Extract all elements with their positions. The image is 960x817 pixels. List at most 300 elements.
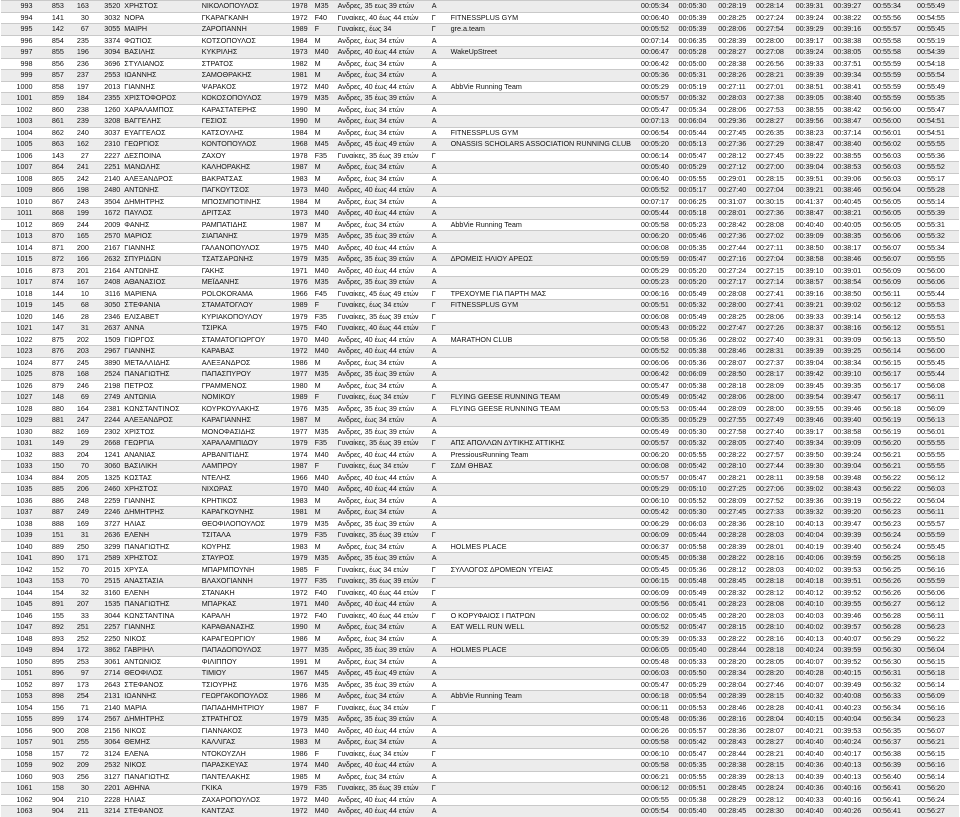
category-name-cell: Γυναίκες, 40 έως 44 ετών <box>336 610 430 622</box>
gender-rank-cell: 904 <box>34 794 65 806</box>
table-row <box>1 369 959 381</box>
category-name-cell: Ανδρες, 35 έως 39 ετών <box>336 518 430 530</box>
club-name-cell <box>449 173 639 185</box>
birth-year-cell: 1971 <box>290 599 313 611</box>
age-group-cell: M <box>313 633 336 645</box>
split-1-net-cell: 00:05:40 <box>677 806 717 817</box>
category-name-cell: Ανδρες, 40 έως 44 ετών <box>336 760 430 772</box>
club-name-cell <box>449 714 639 726</box>
split-2-net-cell: 00:28:13 <box>754 771 794 783</box>
age-group-cell: M <box>313 173 336 185</box>
category-name-cell: Ανδρες, 35 έως 39 ετών <box>336 369 430 381</box>
last-name-cell: ΠΑΡΑΣΚΕΥΑΣ <box>200 760 290 772</box>
club-name-cell <box>449 150 639 162</box>
gender-code-cell: Α <box>430 737 449 749</box>
bib-number-cell: 3044 <box>91 610 122 622</box>
table-row <box>1 530 959 542</box>
gender-code-cell: Γ <box>430 587 449 599</box>
age-group-cell: M40 <box>313 449 336 461</box>
split-3-cell: 00:39:24 <box>794 47 832 59</box>
overall-rank-cell: 1005 <box>1 139 34 151</box>
birth-year-cell: 1987 <box>290 219 313 231</box>
category-rank-cell: 242 <box>66 173 91 185</box>
gun-time-cell: 00:56:34 <box>871 714 915 726</box>
bib-number-cell: 3127 <box>91 771 122 783</box>
gun-time-cell: 00:56:03 <box>871 173 915 185</box>
bib-number-cell: 1325 <box>91 472 122 484</box>
category-name-cell: Ανδρες, 40 έως 44 ετών <box>336 806 430 817</box>
birth-year-cell: 1979 <box>290 714 313 726</box>
overall-rank-cell: 1018 <box>1 288 34 300</box>
first-name-cell: ΦΩΤΙΟΣ <box>122 35 199 47</box>
age-group-cell: M45 <box>313 668 336 680</box>
category-name-cell: Ανδρες, 35 έως 39 ετών <box>336 714 430 726</box>
split-2-net-cell: 00:27:57 <box>754 449 794 461</box>
club-name-cell <box>449 668 639 680</box>
split-1-cell: 00:05:49 <box>639 426 677 438</box>
gender-code-cell: Γ <box>430 530 449 542</box>
age-group-cell: M <box>313 622 336 634</box>
table-row <box>1 70 959 82</box>
birth-year-cell: 1986 <box>290 357 313 369</box>
split-2-net-cell: 00:27:01 <box>754 81 794 93</box>
split-2-net-cell: 00:28:00 <box>754 403 794 415</box>
age-group-cell: M35 <box>313 254 336 266</box>
last-name-cell: ΜΕΪΔΑΝΗΣ <box>200 277 290 289</box>
overall-rank-cell: 1012 <box>1 219 34 231</box>
overall-rank-cell: 1007 <box>1 162 34 174</box>
gun-time-cell: 00:56:40 <box>871 771 915 783</box>
last-name-cell: ΚΟΚΟΣΟΠΟΥΛΟΣ <box>200 93 290 105</box>
club-name-cell <box>449 484 639 496</box>
table-row <box>1 196 959 208</box>
category-rank-cell: 254 <box>66 691 91 703</box>
split-3-cell: 00:40:10 <box>794 599 832 611</box>
split-2-net-cell: 00:27:40 <box>754 426 794 438</box>
category-rank-cell: 239 <box>66 116 91 128</box>
overall-rank-cell: 1030 <box>1 426 34 438</box>
split-2-cell: 00:28:22 <box>716 553 754 565</box>
first-name-cell: ΜΑΡΙΑ <box>122 702 199 714</box>
gender-code-cell: Α <box>430 357 449 369</box>
split-3-net-cell: 00:40:17 <box>831 748 871 760</box>
split-2-net-cell: 00:28:00 <box>754 392 794 404</box>
category-rank-cell: 203 <box>66 346 91 358</box>
last-name-cell: ΝΤΟΚΟΥΖΛΗ <box>200 748 290 760</box>
split-3-net-cell: 00:39:20 <box>831 507 871 519</box>
split-3-net-cell: 00:39:55 <box>831 599 871 611</box>
bib-number-cell: 3862 <box>91 645 122 657</box>
gun-time-cell: 00:56:24 <box>871 541 915 553</box>
bib-number-cell: 2302 <box>91 426 122 438</box>
split-1-net-cell: 00:05:38 <box>677 380 717 392</box>
net-time-cell: 00:55:47 <box>915 104 959 116</box>
net-time-cell: 00:55:44 <box>915 288 959 300</box>
first-name-cell: ΝΙΚΟΣ <box>122 725 199 737</box>
split-3-cell: 00:39:22 <box>794 150 832 162</box>
club-name-cell <box>449 472 639 484</box>
first-name-cell: ΕΛΙΣΑΒΕΤ <box>122 311 199 323</box>
split-3-net-cell: 00:39:46 <box>831 403 871 415</box>
club-name-cell <box>449 346 639 358</box>
club-name-cell: FLYING GEESE RUNNING TEAM <box>449 403 639 415</box>
split-2-net-cell: 00:28:03 <box>754 610 794 622</box>
split-2-net-cell: 00:28:18 <box>754 645 794 657</box>
split-3-cell: 00:40:40 <box>794 806 832 817</box>
split-3-net-cell: 00:38:35 <box>831 231 871 243</box>
table-row <box>1 622 959 634</box>
first-name-cell: ΑΛΕΞΑΝΔΡΟΣ <box>122 173 199 185</box>
split-3-net-cell: 00:39:46 <box>831 610 871 622</box>
last-name-cell: ΚΑΡΑΓΕΩΡΓΙΟΥ <box>200 633 290 645</box>
split-3-net-cell: 00:40:04 <box>831 714 871 726</box>
category-rank-cell: 253 <box>66 656 91 668</box>
gun-time-cell: 00:56:21 <box>871 449 915 461</box>
last-name-cell: ΚΑΡΑΘΑΝΑΣΗΣ <box>200 622 290 634</box>
split-1-cell: 00:06:15 <box>639 576 677 588</box>
bib-number-cell: 3160 <box>91 587 122 599</box>
category-rank-cell: 206 <box>66 484 91 496</box>
split-3-cell: 00:40:04 <box>794 530 832 542</box>
table-row <box>1 93 959 105</box>
category-rank-cell: 69 <box>66 392 91 404</box>
club-name-cell: FLYING GEESE RUNNING TEAM <box>449 392 639 404</box>
bib-number-cell: 2408 <box>91 277 122 289</box>
birth-year-cell: 1978 <box>290 150 313 162</box>
gender-rank-cell: 877 <box>34 357 65 369</box>
split-2-net-cell: 00:26:56 <box>754 58 794 70</box>
bib-number-cell: 2643 <box>91 679 122 691</box>
last-name-cell: ΦΙΛΙΠΠΟΥ <box>200 656 290 668</box>
gun-time-cell: 00:56:22 <box>871 472 915 484</box>
overall-rank-cell: 1046 <box>1 610 34 622</box>
category-rank-cell: 163 <box>66 1 91 13</box>
split-3-cell: 00:38:51 <box>794 81 832 93</box>
last-name-cell: ΨΑΡΑΚΟΣ <box>200 81 290 93</box>
overall-rank-cell: 1032 <box>1 449 34 461</box>
split-2-cell: 00:28:27 <box>716 47 754 59</box>
category-name-cell: Ανδρες, 35 έως 39 ετών <box>336 553 430 565</box>
category-name-cell: Γυναίκες, 40 έως 44 ετών <box>336 587 430 599</box>
split-2-net-cell: 00:28:03 <box>754 564 794 576</box>
net-time-cell: 00:55:31 <box>915 219 959 231</box>
gender-rank-cell: 897 <box>34 679 65 691</box>
birth-year-cell: 1981 <box>290 507 313 519</box>
split-1-net-cell: 00:06:35 <box>677 35 717 47</box>
bib-number-cell: 3124 <box>91 748 122 760</box>
category-name-cell: Ανδρες, 35 έως 39 ετών <box>336 277 430 289</box>
club-name-cell <box>449 553 639 565</box>
last-name-cell: ΚΑΛΛΙΓΑΣ <box>200 737 290 749</box>
split-3-net-cell: 00:38:05 <box>831 47 871 59</box>
category-name-cell: Ανδρες, έως 34 ετών <box>336 415 430 427</box>
age-group-cell: M <box>313 415 336 427</box>
overall-rank-cell: 1000 <box>1 81 34 93</box>
age-group-cell: M <box>313 495 336 507</box>
split-1-cell: 00:05:57 <box>639 472 677 484</box>
club-name-cell: ONASSIS SCHOLARS ASSOCIATION RUNNING CLUB <box>449 139 639 151</box>
split-2-net-cell: 00:27:14 <box>754 277 794 289</box>
category-rank-cell: 245 <box>66 357 91 369</box>
table-row <box>1 265 959 277</box>
last-name-cell: ΚΑΡΑΒΑΣ <box>200 346 290 358</box>
last-name-cell: ΜΠΟΣΜΠΟΤΙΝΗΣ <box>200 196 290 208</box>
bib-number-cell: 2140 <box>91 173 122 185</box>
net-time-cell: 00:56:23 <box>915 714 959 726</box>
first-name-cell: ΕΥΑΓΓΕΛΟΣ <box>122 127 199 139</box>
first-name-cell: ΒΑΣΙΛΗΣ <box>122 47 199 59</box>
gender-code-cell: Α <box>430 415 449 427</box>
split-2-cell: 00:28:38 <box>716 58 754 70</box>
category-name-cell: Ανδρες, έως 34 ετών <box>336 633 430 645</box>
age-group-cell: M40 <box>313 47 336 59</box>
last-name-cell: ΛΑΜΠΡΟΥ <box>200 461 290 473</box>
split-1-net-cell: 00:05:44 <box>677 403 717 415</box>
split-1-cell: 00:05:43 <box>639 323 677 335</box>
split-1-net-cell: 00:05:34 <box>677 104 717 116</box>
split-2-cell: 00:28:29 <box>716 794 754 806</box>
gender-rank-cell: 894 <box>34 645 65 657</box>
category-name-cell: Ανδρες, 40 έως 44 ετών <box>336 208 430 220</box>
birth-year-cell: 1979 <box>290 231 313 243</box>
split-1-cell: 00:05:55 <box>639 794 677 806</box>
gender-rank-cell: 874 <box>34 277 65 289</box>
split-1-net-cell: 00:05:19 <box>677 81 717 93</box>
bib-number-cell: 2632 <box>91 254 122 266</box>
split-2-net-cell: 00:28:14 <box>754 1 794 13</box>
first-name-cell: ΠΑΝΑΓΙΩΤΗΣ <box>122 599 199 611</box>
table-row <box>1 208 959 220</box>
gender-code-cell: Α <box>430 185 449 197</box>
category-name-cell: Ανδρες, 40 έως 44 ετών <box>336 346 430 358</box>
club-name-cell: ΣΔΜ ΘΗΒΑΣ <box>449 461 639 473</box>
split-2-cell: 00:28:12 <box>716 564 754 576</box>
age-group-cell: M40 <box>313 346 336 358</box>
category-rank-cell: 249 <box>66 507 91 519</box>
birth-year-cell: 1966 <box>290 472 313 484</box>
split-3-net-cell: 00:38:47 <box>831 116 871 128</box>
overall-rank-cell: 1036 <box>1 495 34 507</box>
gender-rank-cell: 889 <box>34 541 65 553</box>
split-2-cell: 00:28:50 <box>716 369 754 381</box>
split-2-cell: 00:28:08 <box>716 288 754 300</box>
table-row <box>1 173 959 185</box>
category-rank-cell: 200 <box>66 242 91 254</box>
split-3-cell: 00:39:24 <box>794 12 832 24</box>
split-1-net-cell: 00:05:55 <box>677 771 717 783</box>
split-3-net-cell: 00:37:14 <box>831 127 871 139</box>
split-2-net-cell: 00:28:27 <box>754 737 794 749</box>
split-2-cell: 00:28:43 <box>716 737 754 749</box>
split-1-net-cell: 00:05:48 <box>677 576 717 588</box>
gender-rank-cell: 867 <box>34 196 65 208</box>
split-1-cell: 00:06:09 <box>639 587 677 599</box>
category-rank-cell: 201 <box>66 265 91 277</box>
bib-number-cell: 2228 <box>91 794 122 806</box>
net-time-cell: 00:56:16 <box>915 702 959 714</box>
split-2-cell: 00:28:21 <box>716 472 754 484</box>
table-row <box>1 139 959 151</box>
age-group-cell: M35 <box>313 553 336 565</box>
split-2-cell: 00:27:11 <box>716 81 754 93</box>
gender-code-cell: Α <box>430 139 449 151</box>
last-name-cell: ΖΑΧΑΡΟΠΟΥΛΟΣ <box>200 794 290 806</box>
split-2-net-cell: 00:28:10 <box>754 622 794 634</box>
age-group-cell: M40 <box>313 484 336 496</box>
table-row <box>1 334 959 346</box>
first-name-cell: ΣΤΕΦΑΝΟΣ <box>122 806 199 817</box>
overall-rank-cell: 993 <box>1 1 34 13</box>
split-2-net-cell: 00:28:09 <box>754 380 794 392</box>
split-3-net-cell: 00:39:25 <box>831 346 871 358</box>
split-2-net-cell: 00:28:10 <box>754 518 794 530</box>
category-rank-cell: 30 <box>66 783 91 795</box>
gender-rank-cell: 891 <box>34 599 65 611</box>
first-name-cell: ΧΑΡΑΛΑΜΠΟΣ <box>122 104 199 116</box>
split-3-net-cell: 00:38:42 <box>831 104 871 116</box>
age-group-cell: M40 <box>313 185 336 197</box>
gender-code-cell: Α <box>430 806 449 817</box>
gender-code-cell: Α <box>430 495 449 507</box>
results-table-body <box>1 1 959 817</box>
split-1-net-cell: 00:05:54 <box>677 691 717 703</box>
birth-year-cell: 1979 <box>290 518 313 530</box>
net-time-cell: 00:55:34 <box>915 242 959 254</box>
table-row <box>1 323 959 335</box>
category-name-cell: Ανδρες, έως 34 ετών <box>336 495 430 507</box>
last-name-cell: ΓΙΑΝΝΑΚΟΣ <box>200 725 290 737</box>
bib-number-cell: 2532 <box>91 760 122 772</box>
gender-code-cell: Γ <box>430 438 449 450</box>
overall-rank-cell: 1004 <box>1 127 34 139</box>
category-rank-cell: 244 <box>66 219 91 231</box>
age-group-cell: M40 <box>313 760 336 772</box>
category-rank-cell: 247 <box>66 415 91 427</box>
gender-rank-cell: 886 <box>34 495 65 507</box>
split-2-cell: 00:28:12 <box>716 150 754 162</box>
table-row <box>1 691 959 703</box>
gender-code-cell: Α <box>430 58 449 70</box>
net-time-cell: 00:56:14 <box>915 771 959 783</box>
category-rank-cell: 248 <box>66 495 91 507</box>
split-2-cell: 00:28:09 <box>716 403 754 415</box>
category-rank-cell: 173 <box>66 679 91 691</box>
birth-year-cell: 1976 <box>290 403 313 415</box>
split-3-cell: 00:39:29 <box>794 24 832 36</box>
net-time-cell: 00:56:03 <box>915 484 959 496</box>
birth-year-cell: 1979 <box>290 783 313 795</box>
category-name-cell: Ανδρες, 40 έως 44 ετών <box>336 599 430 611</box>
split-3-net-cell: 00:40:08 <box>831 691 871 703</box>
bib-number-cell: 2381 <box>91 403 122 415</box>
bib-number-cell: 2198 <box>91 380 122 392</box>
last-name-cell: ΓΚΙΚΑ <box>200 783 290 795</box>
category-rank-cell: 31 <box>66 323 91 335</box>
split-2-net-cell: 00:28:04 <box>754 714 794 726</box>
age-group-cell: F35 <box>313 438 336 450</box>
gender-code-cell: Α <box>430 219 449 231</box>
split-3-cell: 00:39:56 <box>794 116 832 128</box>
split-3-net-cell: 00:38:43 <box>831 484 871 496</box>
split-1-net-cell: 00:05:18 <box>677 208 717 220</box>
overall-rank-cell: 1011 <box>1 208 34 220</box>
last-name-cell: ΜΟΝΟΦΑΣΙΔΗΣ <box>200 426 290 438</box>
overall-rank-cell: 1013 <box>1 231 34 243</box>
birth-year-cell: 1977 <box>290 576 313 588</box>
gender-rank-cell: 858 <box>34 81 65 93</box>
last-name-cell: ΚΑΡΑΛΗ <box>200 610 290 622</box>
split-1-net-cell: 00:05:44 <box>677 127 717 139</box>
bib-number-cell: 3060 <box>91 461 122 473</box>
split-1-net-cell: 00:05:20 <box>677 277 717 289</box>
last-name-cell: ΚΟΤΣΟΠΟΥΛΟΣ <box>200 35 290 47</box>
category-rank-cell: 171 <box>66 553 91 565</box>
birth-year-cell: 1990 <box>290 104 313 116</box>
net-time-cell: 00:56:27 <box>915 806 959 817</box>
first-name-cell: ΝΙΚΟΣ <box>122 760 199 772</box>
overall-rank-cell: 1031 <box>1 438 34 450</box>
last-name-cell: ΝΟΜΙΚΟΥ <box>200 392 290 404</box>
category-name-cell: Ανδρες, 40 έως 44 ετών <box>336 484 430 496</box>
club-name-cell <box>449 231 639 243</box>
category-rank-cell: 209 <box>66 760 91 772</box>
gun-time-cell: 00:56:12 <box>871 311 915 323</box>
split-1-cell: 00:06:18 <box>639 691 677 703</box>
split-1-net-cell: 00:05:44 <box>677 530 717 542</box>
gender-rank-cell: 869 <box>34 219 65 231</box>
net-time-cell: 00:55:14 <box>915 196 959 208</box>
table-row <box>1 610 959 622</box>
gun-time-cell: 00:55:34 <box>871 1 915 13</box>
bib-number-cell: 2480 <box>91 185 122 197</box>
gender-rank-cell: 147 <box>34 323 65 335</box>
split-3-cell: 00:40:15 <box>794 714 832 726</box>
gun-time-cell: 00:56:33 <box>871 691 915 703</box>
last-name-cell: ΜΠΑΡΚΑΣ <box>200 599 290 611</box>
split-3-net-cell: 00:40:23 <box>831 702 871 714</box>
age-group-cell: F45 <box>313 288 336 300</box>
bib-number-cell: 2714 <box>91 668 122 680</box>
category-rank-cell: 30 <box>66 12 91 24</box>
age-group-cell: M40 <box>313 242 336 254</box>
split-1-cell: 00:05:23 <box>639 277 677 289</box>
split-3-net-cell: 00:38:46 <box>831 185 871 197</box>
club-name-cell <box>449 806 639 817</box>
category-name-cell: Ανδρες, έως 34 ετών <box>336 35 430 47</box>
split-2-net-cell: 00:28:30 <box>754 806 794 817</box>
split-2-cell: 00:28:06 <box>716 392 754 404</box>
category-name-cell: Ανδρες, έως 34 ετών <box>336 127 430 139</box>
gender-rank-cell: 863 <box>34 139 65 151</box>
bib-number-cell: 2460 <box>91 484 122 496</box>
first-name-cell: ΣΤΕΦΑΝΙΑ <box>122 300 199 312</box>
split-2-net-cell: 00:28:21 <box>754 748 794 760</box>
overall-rank-cell: 1034 <box>1 472 34 484</box>
bib-number-cell: 3208 <box>91 116 122 128</box>
category-rank-cell: 252 <box>66 633 91 645</box>
split-1-cell: 00:05:49 <box>639 392 677 404</box>
bib-number-cell: 2257 <box>91 622 122 634</box>
split-2-cell: 00:27:12 <box>716 162 754 174</box>
bib-number-cell: 3032 <box>91 12 122 24</box>
gun-time-cell: 00:55:58 <box>871 35 915 47</box>
last-name-cell: ΚΥΡΙΑΚΟΠΟΥΛΟΥ <box>200 311 290 323</box>
split-3-net-cell: 00:39:40 <box>831 541 871 553</box>
gender-rank-cell: 888 <box>34 518 65 530</box>
category-name-cell: Ανδρες, 35 εως 39 ετών <box>336 1 430 13</box>
split-1-cell: 00:05:52 <box>639 24 677 36</box>
split-2-cell: 00:27:45 <box>716 507 754 519</box>
